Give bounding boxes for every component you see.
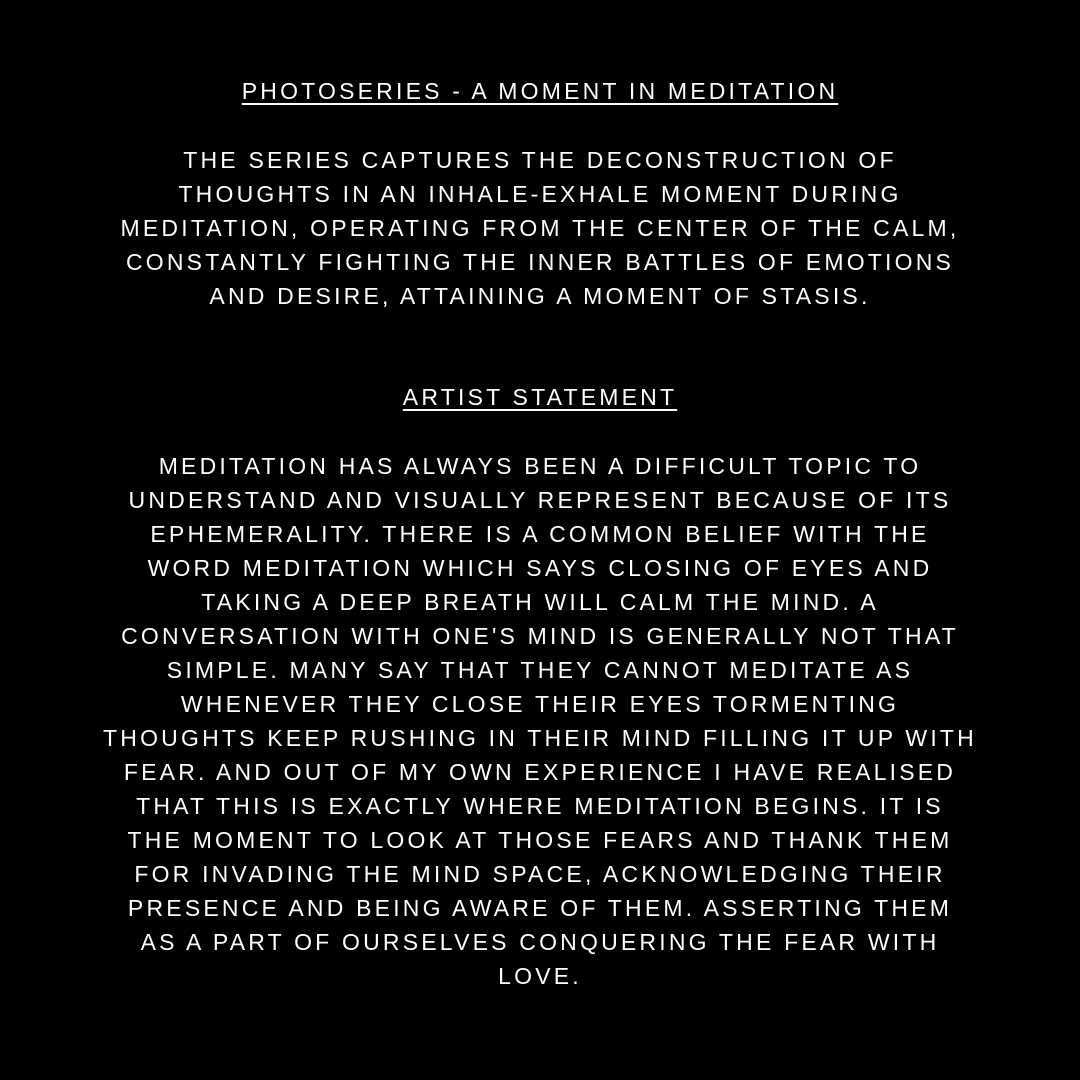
statement-line: MEDITATION HAS ALWAYS BEEN A DIFFICULT TOPIC TO [158,453,922,479]
series-line: THE SERIES CAPTURES THE DECONSTRUCTION OF [183,147,897,173]
series-section [0,74,1080,108]
statement-section [0,380,1080,414]
statement-line: CONVERSATION WITH ONE'S MIND IS GENERALLY NOT THAT [121,623,959,649]
statement-line: THE MOMENT TO LOOK AT THOSE FEARS AND THANK THEM [127,827,953,853]
statement-line: EPHEMERALITY. THERE IS A COMMON BELIEF WITH THE [150,521,930,547]
statement-line: PRESENCE AND BEING AWARE OF THEM. ASSERTING THEM [127,895,953,921]
statement-line: UNDERSTAND AND VISUALLY REPRESENT BECAUSE OF ITS [128,487,952,513]
series-line: CONSTANTLY FIGHTING THE INNER BATTLES OF EMOTIONS [125,249,955,275]
statement-line: THOUGHTS KEEP RUSHING IN THEIR MIND FILLING IT UP WITH [103,725,977,751]
statement-line: FOR INVADING THE MIND SPACE, ACKNOWLEDGING THEIR [134,861,946,887]
statement-line: THAT THIS IS EXACTLY WHERE MEDITATION BEGINS. IT IS [136,793,944,819]
statement-line: FEAR. AND OUT OF MY OWN EXPERIENCE I HAVE REALISED [123,759,957,785]
statement-heading: ARTIST STATEMENT [402,384,678,410]
series-description [0,143,1080,313]
statement-line: TAKING A DEEP BREATH WILL CALM THE MIND. A [201,589,879,615]
statement-body [0,449,1080,993]
statement-line: WHENEVER THEY CLOSE THEIR EYES TORMENTING [180,691,900,717]
series-line: MEDITATION, OPERATING FROM THE CENTER OF THE CALM, [120,215,960,241]
statement-line: LOVE. [498,963,582,989]
statement-line: WORD MEDITATION WHICH SAYS CLOSING OF EYES AND [147,555,933,581]
statement-line: AS A PART OF OURSELVES CONQUERING THE FEAR WITH [140,929,940,955]
series-line: AND DESIRE, ATTAINING A MOMENT OF STASIS. [209,283,871,309]
series-heading: PHOTOSERIES - A MOMENT IN MEDITATION [241,78,839,104]
series-line: THOUGHTS IN AN INHALE-EXHALE MOMENT DURING [178,181,902,207]
statement-line: SIMPLE. MANY SAY THAT THEY CANNOT MEDITATE AS [166,657,914,683]
